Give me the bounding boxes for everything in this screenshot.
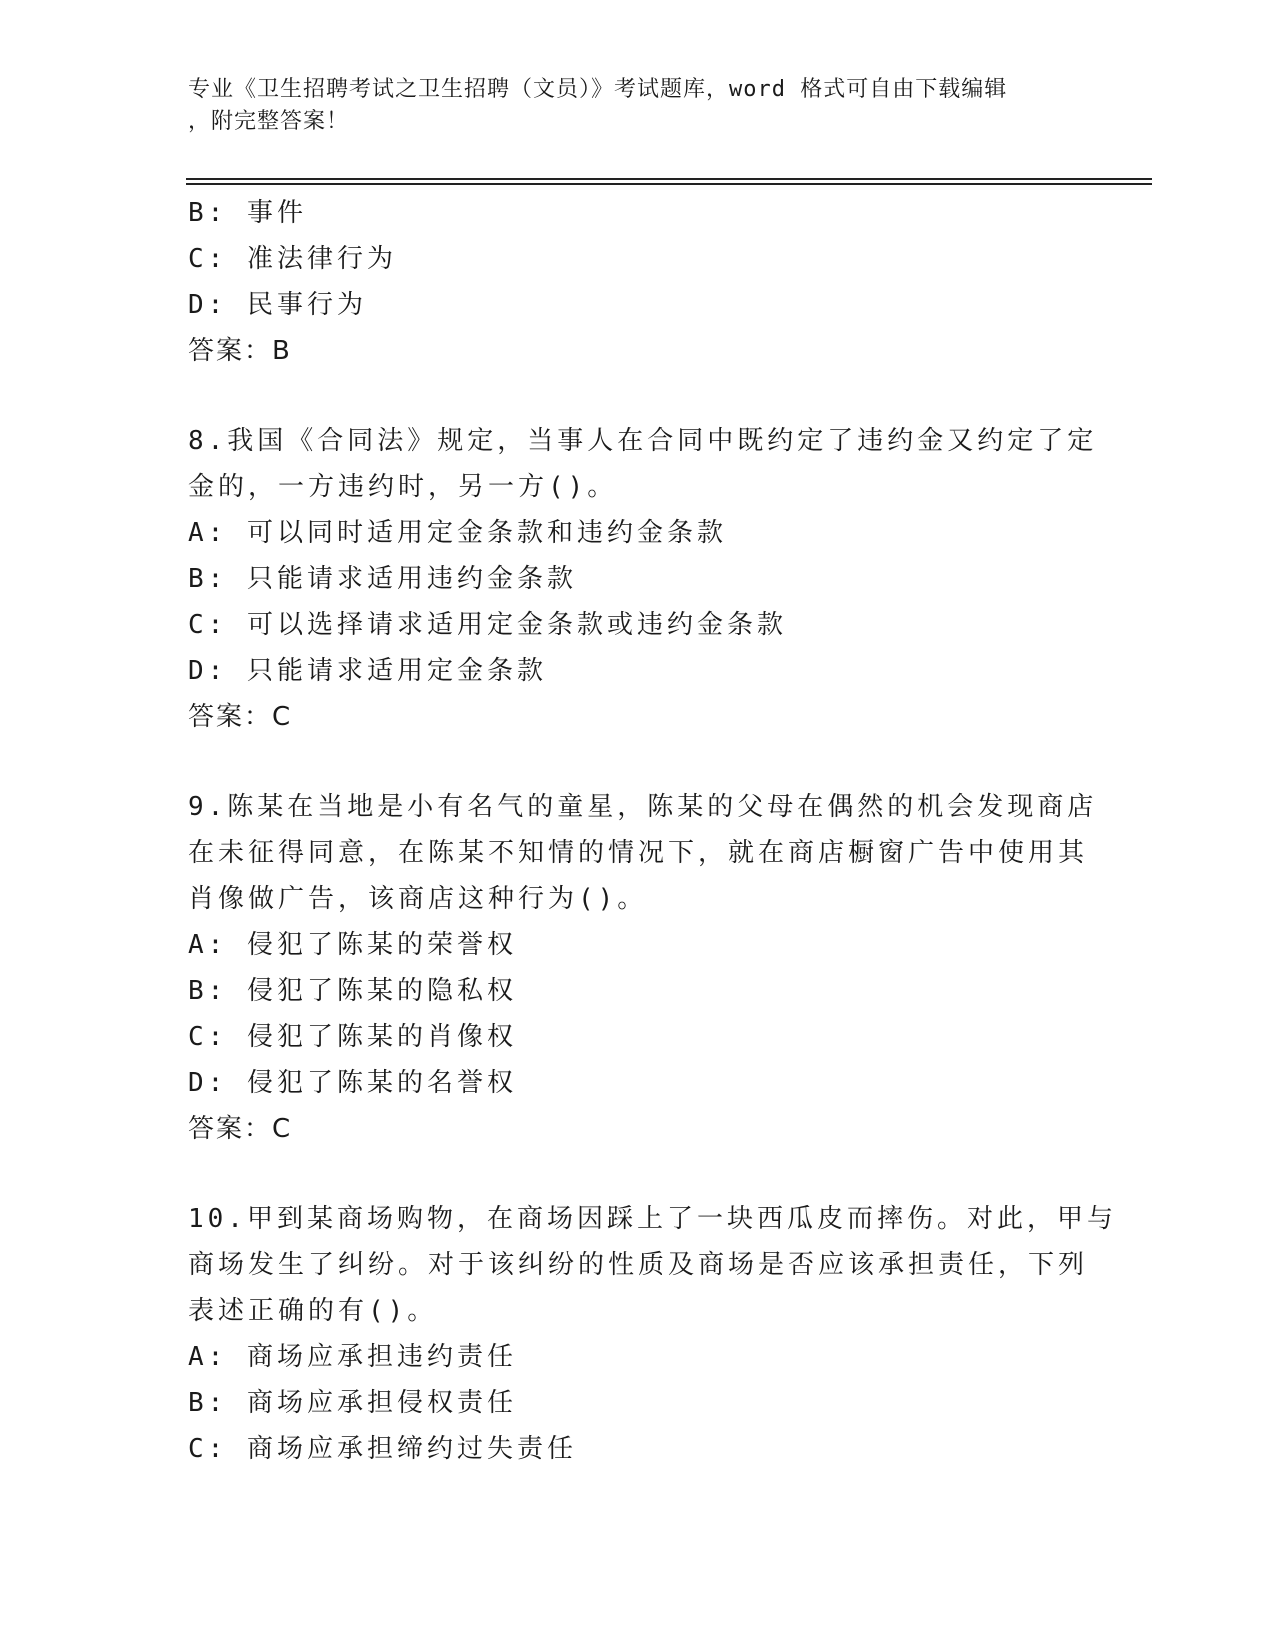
option-c: C: 准法律行为 bbox=[188, 244, 397, 274]
option-b: B: 事件 bbox=[188, 198, 307, 228]
header-rule-top bbox=[186, 178, 1152, 180]
header-line-1: 专业《卫生招聘考试之卫生招聘（文员）》考试题库，word 格式可自由下载编辑 bbox=[188, 77, 1008, 102]
option-a: A: 可以同时适用定金条款和违约金条款 bbox=[188, 518, 727, 548]
option-c: C: 商场应承担缔约过失责任 bbox=[188, 1434, 577, 1464]
question-content bbox=[188, 190, 1117, 1472]
question-9 bbox=[188, 784, 1098, 1152]
question-text-line: 10.甲到某商场购物，在商场因踩上了一块西瓜皮而摔伤。对此，甲与 bbox=[188, 1204, 1117, 1234]
option-d: D: 只能请求适用定金条款 bbox=[188, 656, 547, 686]
question-text-line: 9.陈某在当地是小有名气的童星，陈某的父母在偶然的机会发现商店 bbox=[188, 792, 1098, 822]
question-10 bbox=[188, 1196, 1117, 1472]
question-text-line: 金的，一方违约时，另一方()。 bbox=[188, 472, 618, 502]
option-b: B: 商场应承担侵权责任 bbox=[188, 1388, 517, 1418]
answer: 答案：C bbox=[188, 702, 293, 732]
question-text-line: 表述正确的有()。 bbox=[188, 1296, 438, 1326]
question-7-tail bbox=[188, 190, 1088, 374]
option-c: C: 侵犯了陈某的肖像权 bbox=[188, 1022, 517, 1052]
header-rule-bottom bbox=[186, 183, 1152, 185]
answer: 答案：C bbox=[188, 1114, 293, 1144]
question-8 bbox=[188, 418, 1098, 740]
document-header bbox=[188, 74, 1068, 138]
header-line-2: ，附完整答案！ bbox=[188, 109, 350, 134]
option-c: C: 可以选择请求适用定金条款或违约金条款 bbox=[188, 610, 787, 640]
question-text-line: 8.我国《合同法》规定，当事人在合同中既约定了违约金又约定了定 bbox=[188, 426, 1098, 456]
answer: 答案：B bbox=[188, 336, 292, 366]
question-text-line: 在未征得同意，在陈某不知情的情况下，就在商店橱窗广告中使用其 bbox=[188, 838, 1089, 868]
option-a: A: 商场应承担违约责任 bbox=[188, 1342, 517, 1372]
option-a: A: 侵犯了陈某的荣誉权 bbox=[188, 930, 517, 960]
question-text-line: 肖像做广告，该商店这种行为()。 bbox=[188, 884, 648, 914]
question-text-line: 商场发生了纠纷。对于该纠纷的性质及商场是否应该承担责任，下列 bbox=[188, 1250, 1089, 1280]
option-b: B: 只能请求适用违约金条款 bbox=[188, 564, 577, 594]
option-b: B: 侵犯了陈某的隐私权 bbox=[188, 976, 517, 1006]
option-d: D: 民事行为 bbox=[188, 290, 367, 320]
option-d: D: 侵犯了陈某的名誉权 bbox=[188, 1068, 517, 1098]
